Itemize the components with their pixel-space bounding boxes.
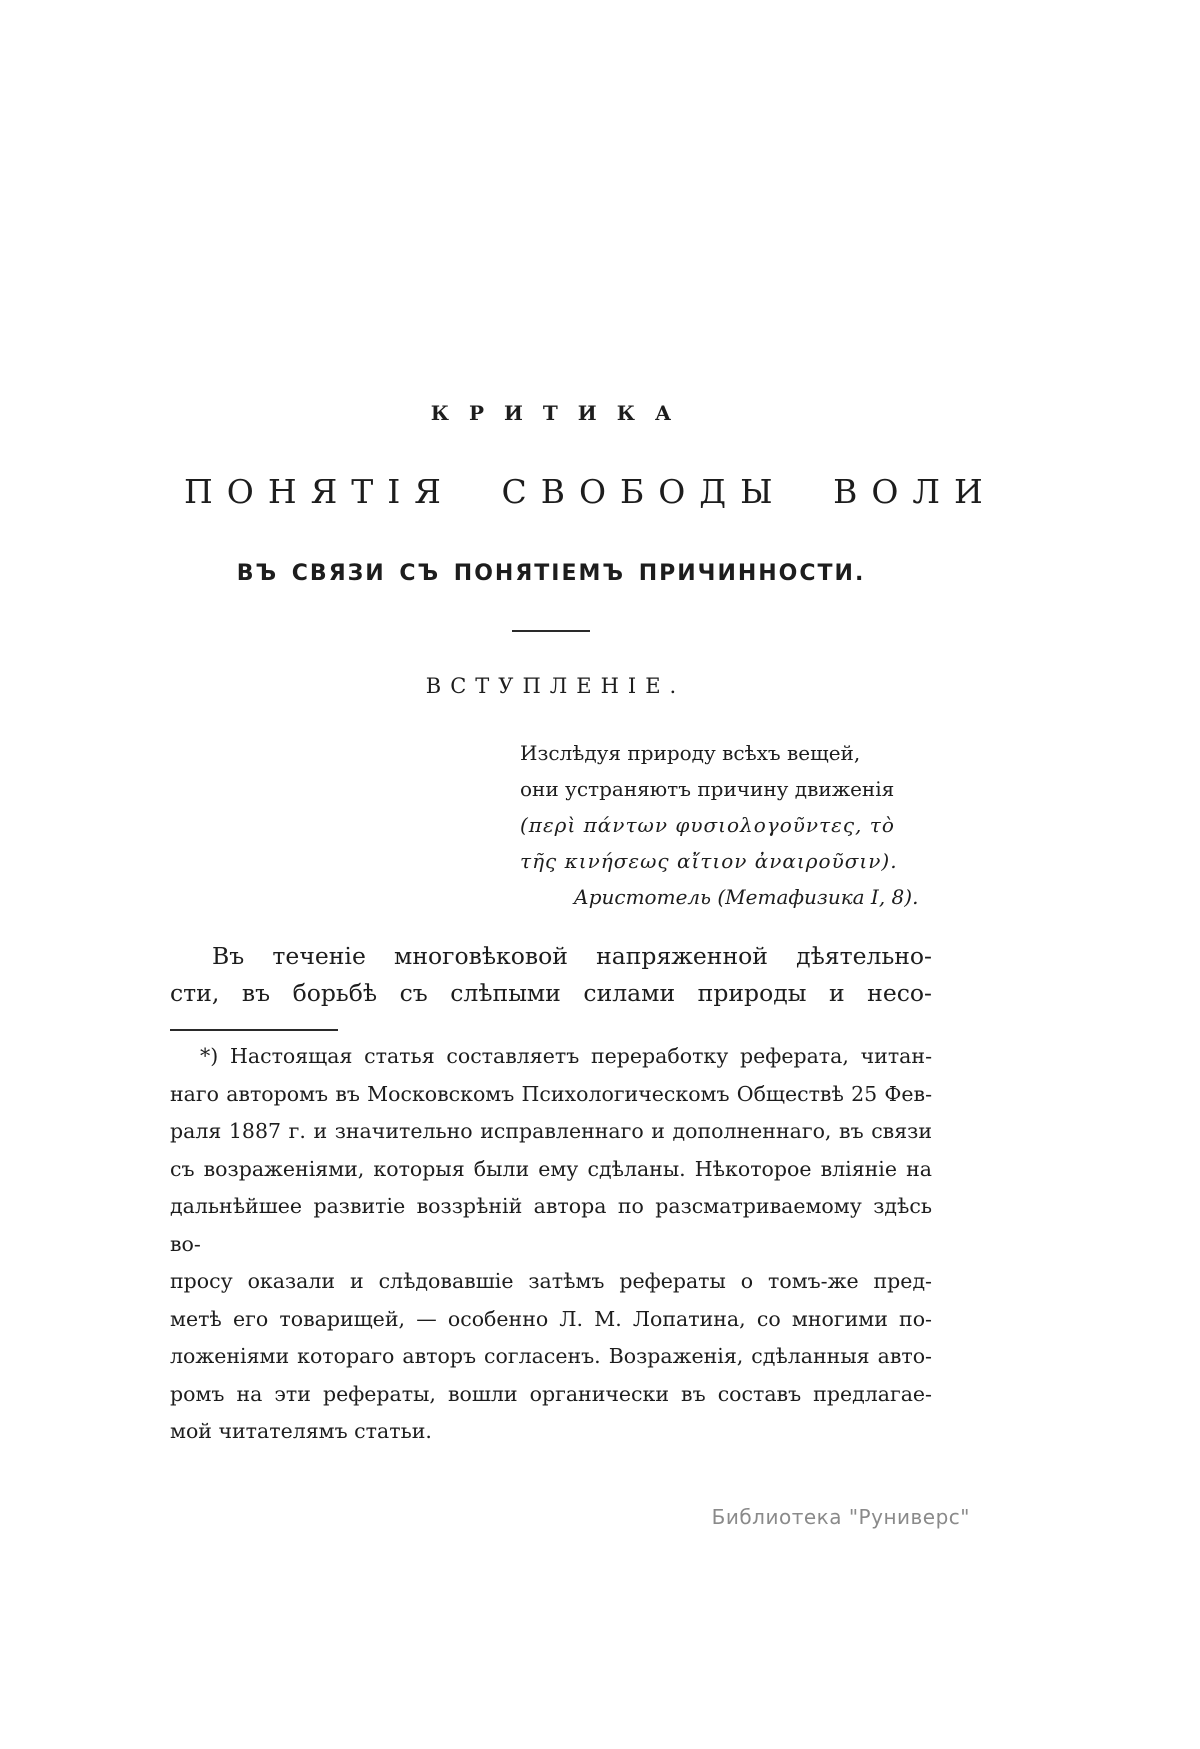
footnote-line: *) Настоящая статья составляетъ переработку реферата, читан- — [200, 1044, 932, 1068]
epigraph-line: Изслѣдуя природу всѣхъ вещей, — [520, 741, 861, 765]
body-paragraph — [170, 938, 932, 1012]
footnote-line: дальнѣйшее развитіе воззрѣній автора по разсматриваемому здѣсь во- — [170, 1194, 932, 1256]
epigraph-line-greek: τῆς κινήσεως αἴτιον ἀναιροῦσιν). — [520, 849, 898, 873]
footnote-line: наго авторомъ въ Московскомъ Психологическомъ Обществѣ 25 Фев- — [170, 1081, 932, 1106]
footnote — [170, 1038, 932, 1451]
epigraph — [520, 735, 932, 915]
page-content — [170, 0, 997, 1451]
epigraph-attribution: Аристотель (Метафизика I, 8). — [573, 885, 919, 909]
footnote-line: съ возраженіями, которыя были ему сдѣланы. Нѣкоторое вліяніе на — [170, 1156, 932, 1181]
page-header: КРИТИКА — [430, 401, 692, 425]
library-watermark: Библиотека "Руниверс" — [711, 1505, 970, 1529]
page-title: ПОНЯТІЯ СВОБОДЫ ВОЛИ — [184, 472, 997, 511]
footnote-line: раля 1887 г. и значительно исправленнаго и дополненнаго, въ связи — [170, 1119, 932, 1143]
footnote-line: метѣ его товарищей, — особенно Л. М. Лопатина, со многими по- — [170, 1306, 932, 1331]
footnote-divider — [170, 1029, 338, 1031]
footnote-line: ложеніями котораго авторъ согласенъ. Возраженія, сдѣланныя авто- — [170, 1344, 932, 1368]
body-line: Въ теченіе многовѣковой напряженной дѣятельно- — [212, 942, 932, 970]
section-heading: ВСТУПЛЕНІЕ. — [425, 674, 686, 698]
body-line: сти, въ борьбѣ съ слѣпыми силами природы и несо- — [170, 979, 932, 1007]
footnote-line: мой читателямъ статьи. — [170, 1419, 432, 1443]
title-divider — [512, 630, 590, 632]
epigraph-line: они устраняютъ причину движенія — [520, 777, 895, 801]
epigraph-line-greek: (περὶ πάντων φυσιολογοῦντες, τὸ — [520, 813, 895, 837]
footnote-line: ромъ на эти рефераты, вошли органически въ составъ предлагае- — [170, 1381, 932, 1406]
page-subtitle: ВЪ СВЯЗИ СЪ ПОНЯТІЕМЪ ПРИЧИННОСТИ. — [236, 561, 866, 586]
footnote-line: просу оказали и слѣдовавшіе затѣмъ рефераты о томъ-же пред- — [170, 1269, 932, 1293]
